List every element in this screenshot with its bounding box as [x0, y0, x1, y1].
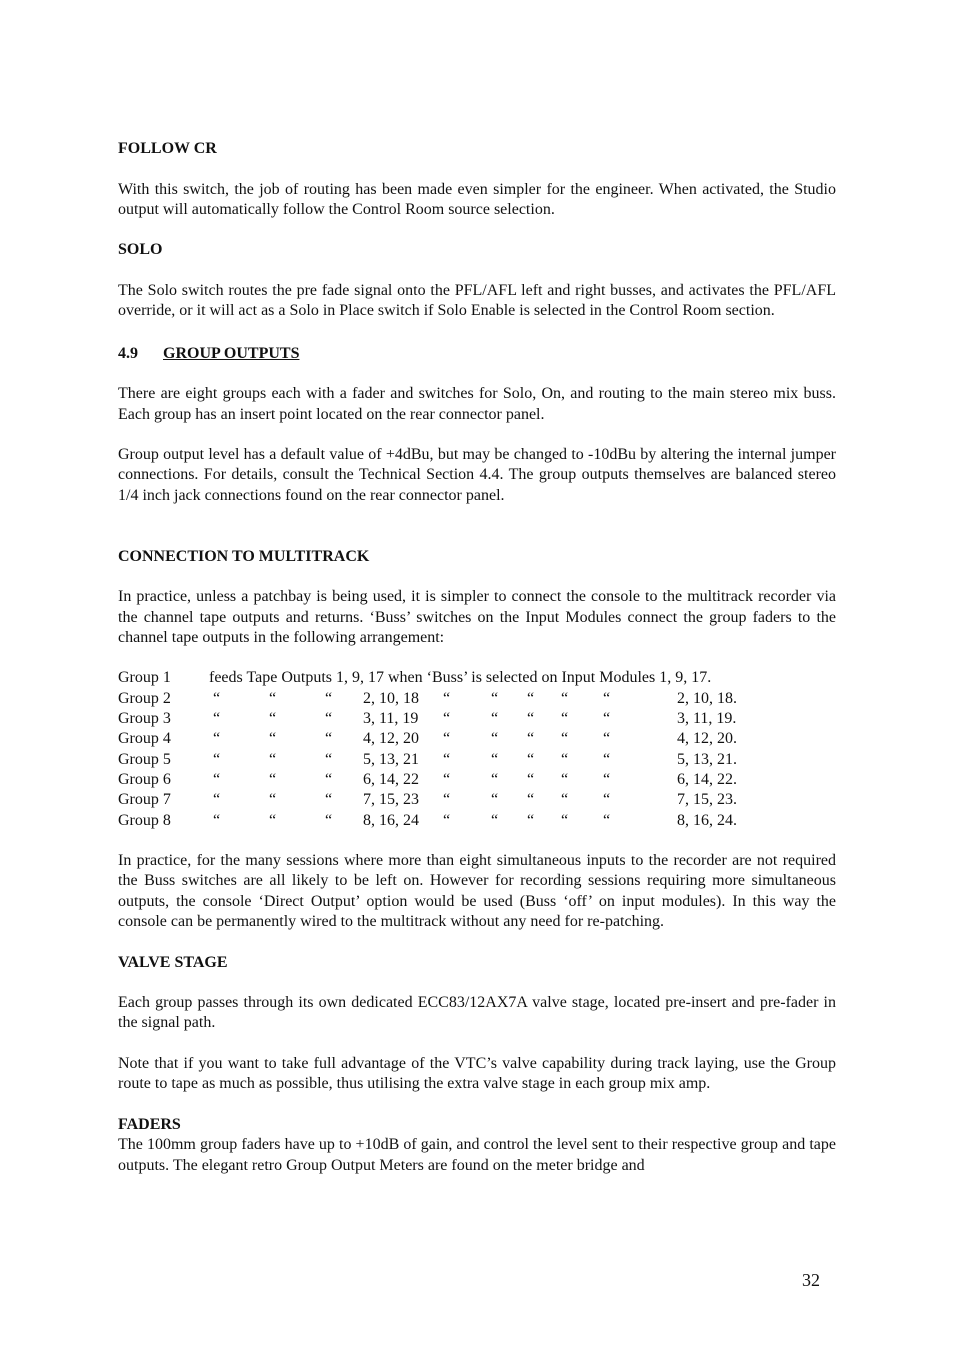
ditto-cell: “ — [491, 770, 499, 788]
input-modules-cell: 6, 14, 22. — [677, 770, 737, 788]
ditto-cell: “ — [325, 811, 333, 829]
ditto-cell: “ — [269, 791, 277, 809]
ditto-cell: “ — [561, 750, 569, 768]
ditto-cell: “ — [269, 730, 277, 748]
ditto-cell: “ — [527, 791, 535, 809]
tape-outputs-cell: 6, 14, 22 — [363, 770, 419, 788]
ditto-cell: “ — [603, 811, 611, 829]
tape-outputs-cell: 7, 15, 23 — [363, 791, 419, 809]
input-modules-cell: 2, 10, 18. — [677, 689, 737, 707]
ditto-cell: “ — [561, 770, 569, 788]
ditto-cell: “ — [603, 689, 611, 707]
ditto-cell: “ — [561, 689, 569, 707]
tape-outputs-cell: 5, 13, 21 — [363, 750, 419, 768]
group-outputs-heading — [118, 344, 836, 364]
ditto-cell: “ — [527, 710, 535, 728]
ditto-cell: “ — [443, 689, 451, 707]
tape-outputs-cell: 8, 16, 24 — [363, 811, 419, 829]
table-row — [118, 709, 778, 729]
ditto-cell: “ — [213, 770, 221, 788]
group-cell: Group 5 — [118, 750, 171, 768]
ditto-cell: “ — [325, 750, 333, 768]
connection-after: In practice, for the many sessions where more than eight simultaneous inputs to the recorder are not required the Buss switches are all likely to be left on. However for recording sessions requiring more simultaneous outputs, the console ‘Direct Output’ option would be used (Buss ‘off’ on input modules). In this way the console can be permanently wired to the multitrack without any need for re-patching. — [118, 852, 836, 930]
ditto-cell: “ — [443, 750, 451, 768]
solo-heading: SOLO — [118, 241, 163, 259]
connection-intro: In practice, unless a patchbay is being used, it is simpler to connect the console to the multitrack recorder via the channel tape outputs and returns. ‘Buss’ switches on the Input Modules connect the group faders to the channel tape outputs in the following arrangement: — [118, 588, 836, 646]
ditto-cell: “ — [443, 710, 451, 728]
table-row — [118, 790, 778, 810]
routing-table — [118, 668, 778, 830]
group-cell: Group 1 — [118, 669, 171, 687]
ditto-cell: “ — [213, 791, 221, 809]
table-row — [118, 668, 778, 688]
ditto-cell: “ — [213, 730, 221, 748]
input-modules-cell: 8, 16, 24. — [677, 811, 737, 829]
follow-cr-body: With this switch, the job of routing has been made even simpler for the engineer. When activated, the Studio output will automatically follow the Control Room source selection. — [118, 180, 836, 218]
group-outputs-paragraph-2: Group output level has a default value of +4dBu, but may be changed to -10dBu by altering the internal jumper connections. For details, consult the Technical Section 4.4. The group outputs themselves are balanced stereo 1/4 inch jack connections found on the rear connector panel. — [118, 446, 836, 504]
section-title: GROUP OUTPUTS — [163, 344, 300, 362]
ditto-cell: “ — [325, 791, 333, 809]
routing-text-cell: feeds Tape Outputs 1, 9, 17 when ‘Buss’ is selected on Input Modules 1, 9, 17. — [209, 669, 712, 687]
ditto-cell: “ — [603, 710, 611, 728]
tape-outputs-cell: 2, 10, 18 — [363, 689, 419, 707]
ditto-cell: “ — [491, 750, 499, 768]
solo-body: The Solo switch routes the pre fade signal onto the PFL/AFL left and right busses, and activates the PFL/AFL override, or it will act as a Solo in Place switch if Solo Enable is selected in the Control Room section. — [118, 282, 836, 320]
group-cell: Group 3 — [118, 710, 171, 728]
ditto-cell: “ — [325, 730, 333, 748]
follow-cr-heading: FOLLOW CR — [118, 140, 217, 157]
group-cell: Group 2 — [118, 689, 171, 707]
ditto-cell: “ — [269, 750, 277, 768]
table-row — [118, 770, 778, 790]
ditto-cell: “ — [213, 710, 221, 728]
ditto-cell: “ — [527, 750, 535, 768]
ditto-cell: “ — [561, 710, 569, 728]
group-cell: Group 6 — [118, 770, 171, 788]
tape-outputs-cell: 4, 12, 20 — [363, 730, 419, 748]
valve-stage-paragraph-2: Note that if you want to take full advantage of the VTC’s valve capability during track laying, use the Group route to tape as much as possible, thus utilising the extra valve stage in each group mix amp. — [118, 1055, 836, 1093]
group-cell: Group 4 — [118, 730, 171, 748]
ditto-cell: “ — [443, 791, 451, 809]
ditto-cell: “ — [269, 689, 277, 707]
ditto-cell: “ — [325, 689, 333, 707]
input-modules-cell: 7, 15, 23. — [677, 791, 737, 809]
input-modules-cell: 4, 12, 20. — [677, 730, 737, 748]
group-cell: Group 8 — [118, 811, 171, 829]
valve-stage-paragraph-1: Each group passes through its own dedicated ECC83/12AX7A valve stage, located pre-insert and pre-fader in the signal path. — [118, 994, 836, 1032]
ditto-cell: “ — [603, 730, 611, 748]
ditto-cell: “ — [603, 750, 611, 768]
ditto-cell: “ — [443, 811, 451, 829]
tape-outputs-cell: 3, 11, 19 — [363, 710, 419, 728]
ditto-cell: “ — [561, 791, 569, 809]
ditto-cell: “ — [213, 689, 221, 707]
ditto-cell: “ — [603, 770, 611, 788]
ditto-cell: “ — [213, 750, 221, 768]
input-modules-cell: 3, 11, 19. — [677, 710, 737, 728]
faders-body: The 100mm group faders have up to +10dB of gain, and control the level sent to their respective group and tape outputs. The elegant retro Group Output Meters are found on the meter bridge and — [118, 1136, 836, 1174]
section-number: 4.9 — [118, 344, 138, 362]
connection-heading: CONNECTION TO MULTITRACK — [118, 547, 370, 565]
document-page — [118, 139, 836, 1176]
ditto-cell: “ — [491, 710, 499, 728]
ditto-cell: “ — [269, 811, 277, 829]
ditto-cell: “ — [603, 791, 611, 809]
ditto-cell: “ — [325, 770, 333, 788]
ditto-cell: “ — [491, 791, 499, 809]
ditto-cell: “ — [527, 730, 535, 748]
ditto-cell: “ — [527, 689, 535, 707]
ditto-cell: “ — [491, 689, 499, 707]
table-row — [118, 729, 778, 749]
page-number: 32 — [802, 1270, 820, 1290]
table-row — [118, 750, 778, 770]
ditto-cell: “ — [443, 730, 451, 748]
faders-heading: FADERS — [118, 1115, 181, 1133]
group-cell: Group 7 — [118, 791, 171, 809]
ditto-cell: “ — [213, 811, 221, 829]
ditto-cell: “ — [269, 710, 277, 728]
ditto-cell: “ — [561, 811, 569, 829]
ditto-cell: “ — [443, 770, 451, 788]
group-outputs-paragraph-1: There are eight groups each with a fader and switches for Solo, On, and routing to the main stereo mix buss. Each group has an insert point located on the rear connector panel. — [118, 385, 836, 423]
valve-stage-heading: VALVE STAGE — [118, 953, 228, 971]
ditto-cell: “ — [325, 710, 333, 728]
table-row — [118, 811, 778, 831]
ditto-cell: “ — [527, 770, 535, 788]
table-row — [118, 689, 778, 709]
ditto-cell: “ — [527, 811, 535, 829]
ditto-cell: “ — [269, 770, 277, 788]
ditto-cell: “ — [561, 730, 569, 748]
input-modules-cell: 5, 13, 21. — [677, 750, 737, 768]
ditto-cell: “ — [491, 811, 499, 829]
ditto-cell: “ — [491, 730, 499, 748]
